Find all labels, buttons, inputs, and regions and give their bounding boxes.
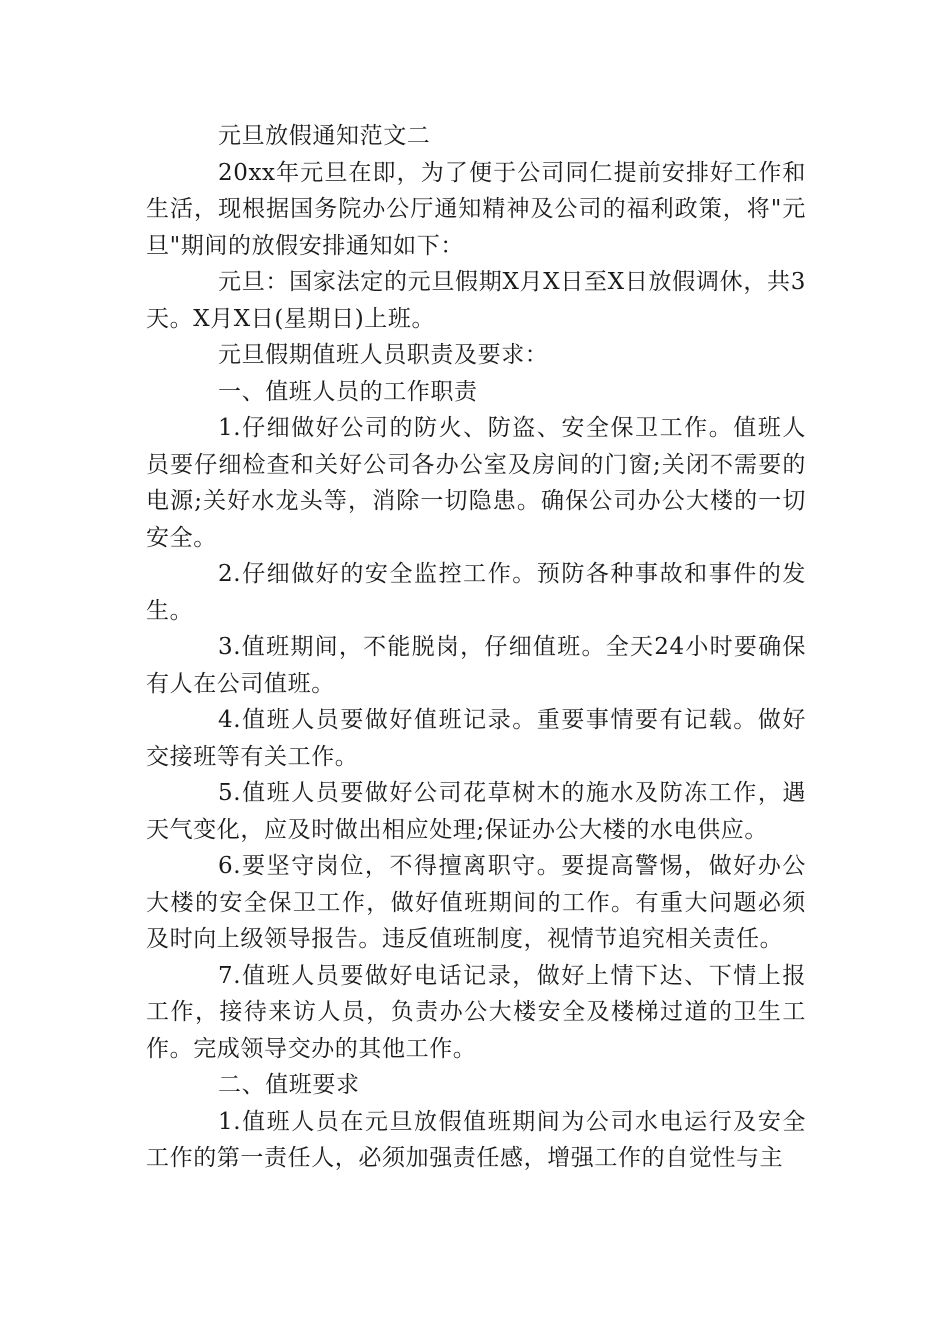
duty-item-1: 1.仔细做好公司的防火、防盗、安全保卫工作。值班人员要仔细检查和关好公司各办公室及房间的门窗;关闭不需要的电源;关好水龙头等，消除一切隐患。确保公司办公大楼的一切安全。 [146, 415, 806, 551]
duty-item-7: 7.值班人员要做好电话记录，做好上情下达、下情上报工作，接待来访人员，负责办公大楼安全及楼梯过道的卫生工作。完成领导交办的其他工作。 [146, 962, 806, 1062]
duty-item-3: 3.值班期间，不能脱岗，仔细值班。全天24小时要确保有人在公司值班。 [146, 634, 806, 697]
duty-item-5: 5.值班人员要做好公司花草树木的施水及防冻工作，遇天气变化，应及时做出相应处理;保证办公大楼的水电供应。 [146, 780, 806, 843]
section-one-heading: 一、值班人员的工作职责 [218, 378, 478, 405]
section-two-heading: 二、值班要求 [218, 1072, 360, 1098]
duty-item-6: 6.要坚守岗位，不得擅离职守。要提高警惕，做好办公大楼的安全保卫工作，做好值班期间的工作。有重大问题必须及时向上级领导报告。违反值班制度，视情节追究相关责任。 [146, 853, 806, 952]
document-body [146, 118, 806, 1177]
duty-item-2: 2.仔细做好的安全监控工作。预防各种事故和事件的发生。 [146, 561, 806, 624]
document-title: 元旦放假通知范文二 [218, 123, 431, 149]
duty-heading: 元旦假期值班人员职责及要求： [218, 342, 549, 368]
duty-item-4: 4.值班人员要做好值班记录。重要事情要有记载。做好交接班等有关工作。 [146, 707, 806, 770]
holiday-schedule-paragraph: 元旦：国家法定的元旦假期X月X日至X日放假调休，共3天。X月X日(星期日)上班。 [146, 269, 806, 332]
intro-paragraph: 20xx年元旦在即，为了便于公司同仁提前安排好工作和生活，现根据国务院办公厅通知精神及公司的福利政策，将"元旦"期间的放假安排通知如下： [146, 159, 806, 259]
requirement-item-1: 1.值班人员在元旦放假值班期间为公司水电运行及安全工作的第一责任人，必须加强责任感，增强工作的自觉性与主 [146, 1108, 806, 1171]
